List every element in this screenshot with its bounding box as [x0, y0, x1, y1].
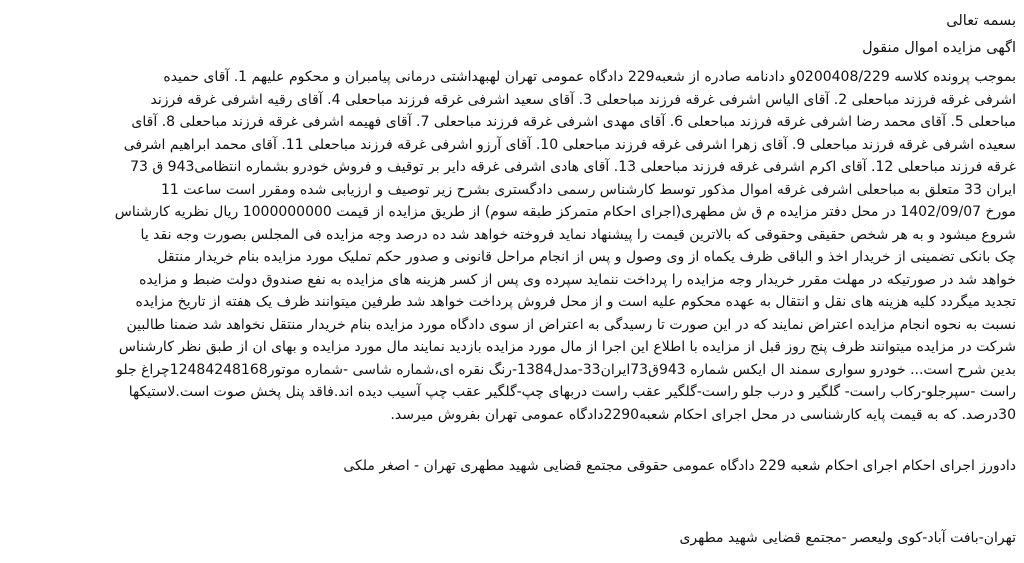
body-line: غرقه فرزند مباحعلی 12. آقای اکرم اشرفی غرقه فرزند مباحعلی 13. آقای هادی اشرفی غرقه دایر بر توقیف و فروش خودرو بشماره انتظامی943 ق 73 [130, 159, 1016, 175]
body-line: تجدید میگردد کلیه هزینه های نقل و انتقال به عهده محکوم علیه است و از محل فروش پرداخت خواهد شد طرفین میتوانند ظرف یک هفته از تاریخ مزایده [135, 294, 1016, 310]
body-line: بدین شرح است... خودرو سواری سمند ال ایکس شماره 943ق73ایران33-مدل1384-رنگ نقره ای،شماره شاسی -شماره موتور12484248168چراغ جلو [116, 361, 1016, 378]
body-line: مباحعلی 5. آقای محمد رضا اشرفی غرقه فرزند مباحعلی 6. آقای مهدی اشرفی غرقه فرزند مباحعلی 7. آقای فهیمه اشرفی غرقه فرزند مباحعلی 8. آقای [131, 114, 1016, 130]
notice-body [8, 66, 1016, 426]
body-line: ایران 33 متعلق به مباحعلی اشرفی غرقه اموال مذکور توسط کارشناس رسمی دادگستری بشرح زیر توصیف و ارزیابی شده ومقرر است ساعت 11 [161, 181, 1016, 198]
body-line: شروع میشود و به هر شخص حقیقی وحقوقی که بالاترین قیمت را پیشنهاد نماید فروخته خواهد شد ده درصد وجه مزایده فی المجلس بصورت وجه نقد یا [140, 226, 1016, 243]
signature-line: دادورز اجرای احکام اجرای احکام شعبه 229 دادگاه عمومی حقوقی مجتمع قضایی شهید مطهری تهران - اصغر ملکی [343, 458, 1016, 474]
body-line: 30درصد. که به قیمت پایه کارشناسی در محل اجرای احکام شعبه2290دادگاه عمومی تهران بفروش میرسد. [390, 406, 1016, 423]
body-line: چک بانکی تضمینی از خریدار اخذ و الباقی ظرف یکماه از وی وصول و پس از انجام مراحل قانونی و صدور حکم تملیک مورد مزایده بنام خریدار منتقل [157, 249, 1016, 265]
body-line: اشرفی غرقه فرزند مباحعلی 2. آقای الیاس اشرفی غرقه فرزند مباحعلی 3. آقای سعید اشرفی غرقه فرزند مباحعلی 4. آقای رقیه اشرفی غرقه فرزند [150, 91, 1016, 108]
body-line: راست -سپرجلو-رکاب راست- گلگیر و درب جلو راست-گلگیر عقب راست دربهای چپ-گلگیر عقب چپ آسیب دیده اند.فاقد پنل پخش صوت است.لاستیکها [128, 384, 1016, 400]
body-line: خواهد شد در صورتیکه در مهلت مقرر خریدار وجه مزایده را پرداخت ننماید سپرده وی پس از کسر هزینه های مزایده به نفع صندوق دولت ضبط و مزایده [139, 271, 1016, 288]
body-line: نسبت به نحوه انجام مزایده اعتراض نمایند که در این صورت تا رسیدگی به اعتراض از سوی دادگاه مورد مزایده بنام خریدار منتقل نخواهد شد ضمنا طالبین [126, 316, 1016, 333]
body-line: بموجب پرونده کلاسه 0200408/229و دادنامه صادره از شعبه229 دادگاه عمومی تهران لهبهداشتی درمانی پیامبران و محکوم علیهم 1. آقای حمیده [163, 69, 1016, 85]
body-line: سعیده اشرفی غرقه فرزند مباحعلی 9. آقای زهرا اشرفی غرقه فرزند مباحعلی 10. آقای آرزو اشرفی غرقه فرزند مباحعلی 11. آقای محمد ابراهیم اشرفی [123, 136, 1016, 153]
body-line: شرکت در مزایده میتوانند ظرف پنج روز قبل از مزایده با اطلاع این اجرا از مال مورد مزایده بازدید نمایند مال مورد مزایده و بهای ان از طبق نظر کارشناس [118, 339, 1016, 355]
body-line: مورخ 1402/09/07 در محل دفتر مزایده م ق ش مطهری(اجرای احکام متمرکز طبقه سوم) از طریق مزایده از قیمت 1000000000 ریال نظریه کارشناس [114, 204, 1016, 220]
basmala-heading: بسمه تعالی [946, 13, 1016, 29]
address-line: تهران-بافت آباد-کوی ولیعصر -مجتمع قضایی شهید مطهری [679, 530, 1016, 546]
notice-title: اگهی مزایده اموال منقول [862, 40, 1016, 56]
